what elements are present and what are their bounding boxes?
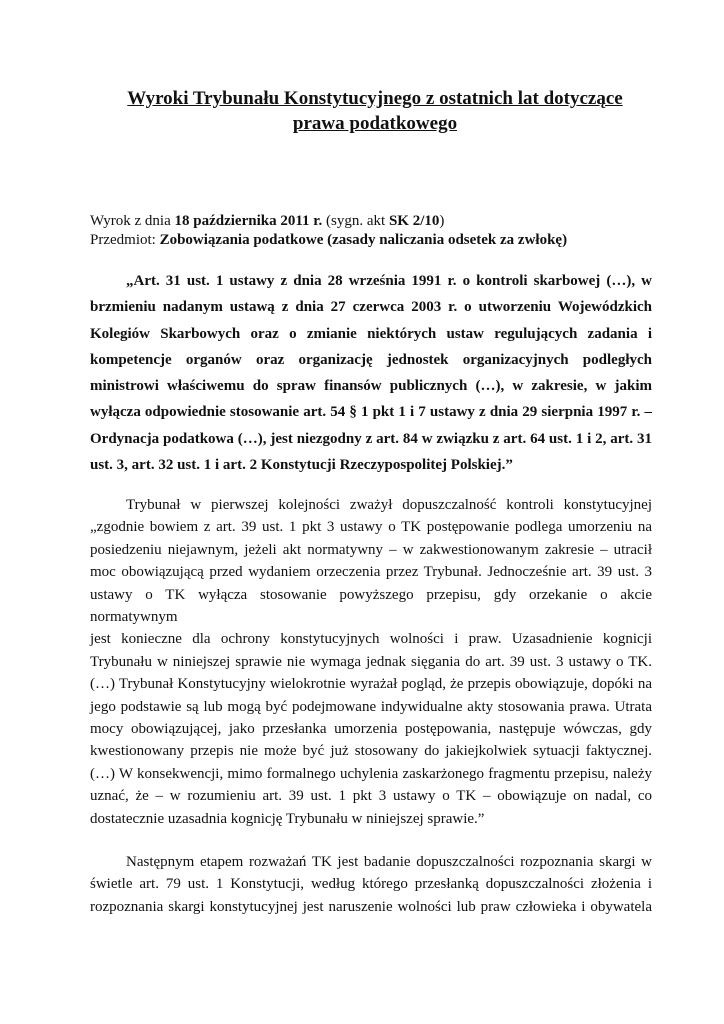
case-signature: SK 2/10 [388,213,440,229]
quote-line: Ordynacja podatkowa (…), jest niezgodny z art. 84 w związku z art. 64 ust. 1 i 2, art. 31 [90,430,652,447]
paragraph-line: jest konieczne dla ochrony konstytucyjnych wolności i praw. Uzasadnienie kognicji [90,631,652,648]
judgment-date-line [90,212,650,231]
quote-line: kompetencje organów oraz organizację jednostek organizacyjnych podległych [90,351,652,368]
paragraph-line: posiedzeniu niejawnym, jeżeli akt normatywny – w zakwestionowanym zakresie – utracił [90,541,652,558]
signature-prefix: (sygn. akt [322,213,389,229]
paragraph-line: mocy obowiązującej, jako przesłanka umorzenia postępowania, następuje wówczas, gdy [90,721,652,738]
paragraph-admissibility [90,494,652,830]
paragraph-line: świetle art. 79 ust. 1 Konstytucji, według którego przesłanką dopuszczalności złożenia i [90,876,652,893]
document-title [80,86,670,136]
quote-line: ust. 3, art. 32 ust. 1 i art. 2 Konstytucji Rzeczypospolitej Polskiej.” [90,457,513,474]
subject-label: Przedmiot: [90,232,160,248]
subject-line [90,231,650,250]
quote-line: wyłącza odpowiednie stosowanie art. 54 § 1 pkt 1 i 7 ustawy z dnia 29 sierpnia 1997 r. – [90,404,652,421]
paragraph-line: rozpoznania skargi konstytucyjnej jest naruszenie wolności lub praw człowieka i obywatela [90,898,652,915]
paragraph-line: moc obowiązującą przed wydaniem orzeczenia przez Trybunał. Jednocześnie art. 39 ust. 3 [90,564,652,581]
quote-line: Kolegiów Skarbowych oraz o zmianie niektórych ustaw regulujących zadania i [90,325,652,342]
paragraph-line: Trybunału w niniejszej sprawie nie wymaga jednak sięgania do art. 39 ust. 3 ustawy o TK. [90,653,652,670]
quote-line: ministrowi właściwemu do spraw finansów publicznych (…), w zakresie, w jakim [90,378,652,395]
paragraph-line: jego podstawie są lub mogą być podejmowane indywidualne akty stosowania prawa. Utrata [90,698,652,715]
paragraph-line: Trybunał w pierwszej kolejności zważył dopuszczalność kontroli konstytucyjnej [126,497,652,513]
paragraph-line: (…) W konsekwencji, mimo formalnego uchylenia zaskarżonego fragmentu przepisu, należy [90,765,652,782]
wyrok-prefix: Wyrok z dnia [90,213,175,229]
quote-line: „Art. 31 ust. 1 ustawy z dnia 28 września 1991 r. o kontroli skarbowej (…), w [126,273,652,289]
title-line: Wyroki Trybunału Konstytucyjnego z ostatnich lat dotyczące [127,88,623,109]
signature-suffix: ) [439,213,445,229]
paragraph-line: ustawy o TK wyłącza stosowanie powyższego przepisu, gdy orzekanie o akcie normatywnym [90,586,652,626]
paragraph-line: (…) Trybunał Konstytucyjny wielokrotnie wyrażał pogląd, że przepis obowiązuje, dopóki na [90,676,652,693]
judgment-quote [90,268,652,478]
title-line: prawa podatkowego [292,113,458,134]
paragraph-next-stage [90,851,652,918]
judgment-meta [90,212,650,250]
judgment-date: 18 października 2011 r. [174,213,323,229]
subject-value: Zobowiązania podatkowe (zasady naliczania odsetek za zwłokę) [159,232,568,248]
quote-line: brzmieniu nadanym ustawą z dnia 27 czerwca 2003 r. o utworzeniu Wojewódzkich [90,299,652,316]
paragraph-line: kwestionowany przepis nie może być już stosowany do jakiejkolwiek sytuacji faktycznej. [90,743,652,760]
paragraph-line: dostatecznie uzasadnia kognicję Trybunału w niniejszej sprawie.” [90,810,485,827]
paragraph-line: Następnym etapem rozważań TK jest badanie dopuszczalności rozpoznania skargi w [126,854,652,870]
paragraph-line: uznać, że – w rozumieniu art. 39 ust. 1 pkt 3 ustawy o TK – obowiązuje on nadal, co [90,788,652,805]
paragraph-line: „zgodnie bowiem z art. 39 ust. 1 pkt 3 ustawy o TK postępowanie podlega umorzeniu na [90,519,652,536]
